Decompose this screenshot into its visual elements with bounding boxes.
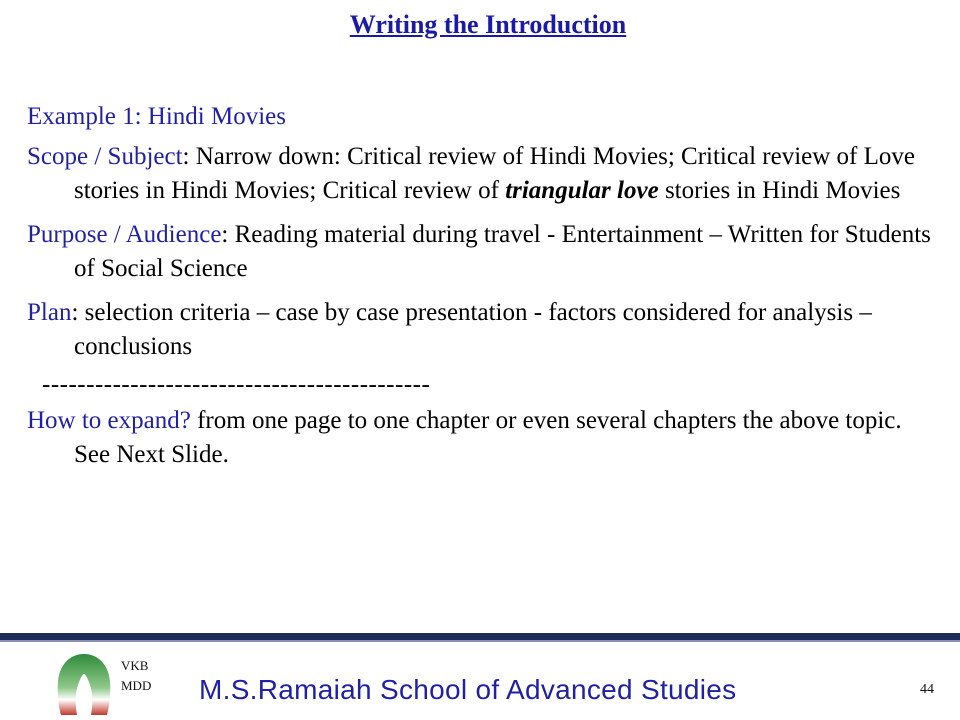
school-name: M.S.Ramaiah School of Advanced Studies xyxy=(199,674,737,705)
scope-emphasis: triangular love xyxy=(505,177,659,204)
expand-text: from one page to one chapter or even several chapters the above topic. See Next Slide. xyxy=(74,407,902,468)
expand-paragraph xyxy=(27,404,942,472)
purpose-paragraph xyxy=(27,218,942,286)
author-initials xyxy=(121,656,151,696)
plan-label: Plan xyxy=(27,299,72,326)
scope-paragraph xyxy=(27,140,942,208)
msrsas-logo-icon xyxy=(55,652,113,716)
initials-line-2: MDD xyxy=(121,678,152,693)
initials-line-1: VKB xyxy=(121,658,149,673)
expand-label: How to expand? xyxy=(27,407,191,434)
purpose-label: Purpose / Audience xyxy=(27,221,222,248)
slide-body xyxy=(27,100,942,482)
page-number: 44 xyxy=(920,682,934,697)
separator-line: -------------------------------------------- xyxy=(42,371,431,398)
scope-text-end: stories in Hindi Movies xyxy=(658,177,901,204)
scope-text: : Narrow down: Critical review of Hindi Movies; Critical review of Love stories in Hindi Movies; Critical review of xyxy=(74,143,915,204)
scope-label: Scope / Subject xyxy=(27,143,183,170)
plan-text: : selection criteria – case by case presentation - factors considered for analysis – conclusions xyxy=(71,299,872,360)
slide-title: Writing the Introduction xyxy=(349,10,627,39)
footer-divider xyxy=(0,633,960,642)
plan-paragraph xyxy=(27,296,942,364)
purpose-text: : Reading material during travel - Entertainment – Written for Students of Social Science xyxy=(74,221,931,282)
example-heading: Example 1: Hindi Movies xyxy=(27,103,286,130)
